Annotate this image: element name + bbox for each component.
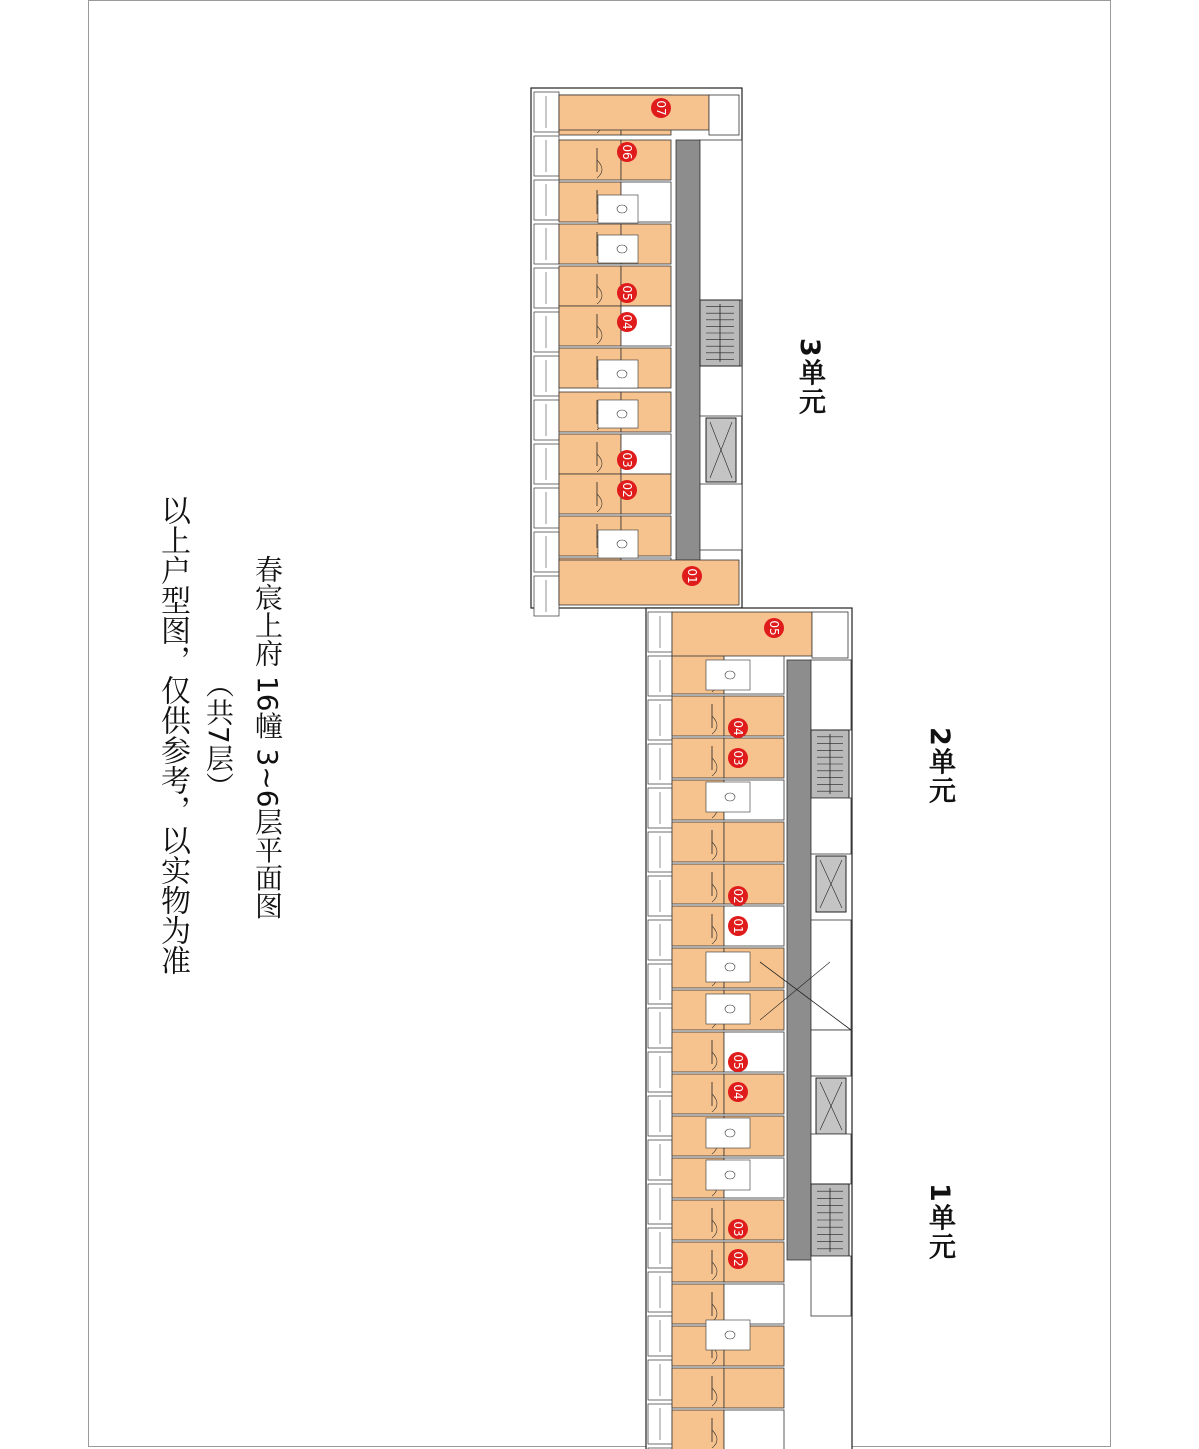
room-secondary [724,822,784,862]
room-number: 01 [731,918,745,934]
room-number-badge [728,1219,748,1239]
room [672,696,724,736]
room-number: 05 [620,285,634,301]
room [672,1032,724,1072]
room-number: 07 [654,100,668,116]
room-number-badge [764,618,784,638]
bathroom [706,1118,750,1148]
room-number: 04 [731,720,745,736]
room-secondary [724,1410,784,1449]
service-room [811,920,851,1030]
room [672,738,724,778]
room-number-badge [651,98,671,118]
plan-subtitle: （共7层） [202,670,235,800]
service-room [700,366,742,416]
bathroom [706,1320,750,1350]
service-room [700,140,742,300]
room-number-badge [617,142,637,162]
balcony [534,268,559,308]
bathroom [598,530,638,558]
room-number: 03 [731,750,745,766]
room-number: 03 [620,452,634,468]
room-number-badge [617,312,637,332]
bathroom [598,400,638,428]
room [559,266,621,306]
room-number: 05 [767,620,781,636]
balcony [534,532,559,572]
room-number-badge [728,748,748,768]
balcony [534,180,559,220]
end-balcony [709,95,739,135]
room-number: 03 [731,1221,745,1237]
room-number-badge [682,566,702,586]
room-secondary [724,1284,784,1324]
end-balcony [812,612,848,658]
room-number-badge [617,283,637,303]
balcony [534,488,559,528]
service-room [700,484,742,550]
room [672,1284,724,1324]
bathroom [706,994,750,1024]
room-number-badge [728,1082,748,1102]
room-number: 01 [685,568,699,584]
unit-1-label: 1单元 [924,1183,955,1262]
lower-corridor [787,660,811,1260]
bathroom [598,235,638,263]
room-number-badge [728,886,748,906]
disclaimer-note: 以上户型图，仅供参考，以实物为准 [155,495,190,975]
end-room [672,612,812,656]
room-number-badge [617,450,637,470]
room-number: 02 [731,1251,745,1267]
room-number-badge [728,1052,748,1072]
bathroom [706,782,750,812]
room-number: 02 [731,888,745,904]
room-number-badge [728,718,748,738]
room-number-badge [728,1249,748,1269]
room-number: 05 [731,1054,745,1070]
service-room [811,1256,851,1316]
room-number-badge [728,916,748,936]
room [672,1242,724,1282]
balcony [534,224,559,264]
room [672,822,724,862]
service-room [811,798,851,854]
room [672,864,724,904]
service-room [811,1134,851,1184]
balcony [534,400,559,440]
room [672,906,724,946]
end-room [559,560,739,605]
room-number: 04 [620,314,634,330]
room [559,140,621,180]
room-number: 04 [731,1084,745,1100]
bathroom [598,195,638,223]
room-number: 02 [620,482,634,498]
bathroom [706,1160,750,1190]
service-room [811,660,851,730]
room-number-badge [617,480,637,500]
bathroom [706,660,750,690]
unit-3-corridor [676,140,700,560]
room [559,306,621,346]
balcony [534,312,559,352]
balcony [534,356,559,396]
plan-title: 春宸上府 16幢 3~6层平面图 [251,555,284,920]
room-number: 06 [620,144,634,160]
balcony [534,576,559,616]
room [672,1074,724,1114]
bathroom [706,952,750,982]
room [559,474,621,514]
balcony [534,136,559,176]
room [672,1368,724,1408]
balcony [534,92,559,132]
room [559,434,621,474]
room [672,1200,724,1240]
service-room [811,1030,851,1076]
balcony [534,444,559,484]
bathroom [598,360,638,388]
unit-3-label: 3单元 [794,338,825,417]
unit-2-label: 2单元 [924,727,955,806]
room-secondary [724,1368,784,1408]
end-room [559,95,709,130]
